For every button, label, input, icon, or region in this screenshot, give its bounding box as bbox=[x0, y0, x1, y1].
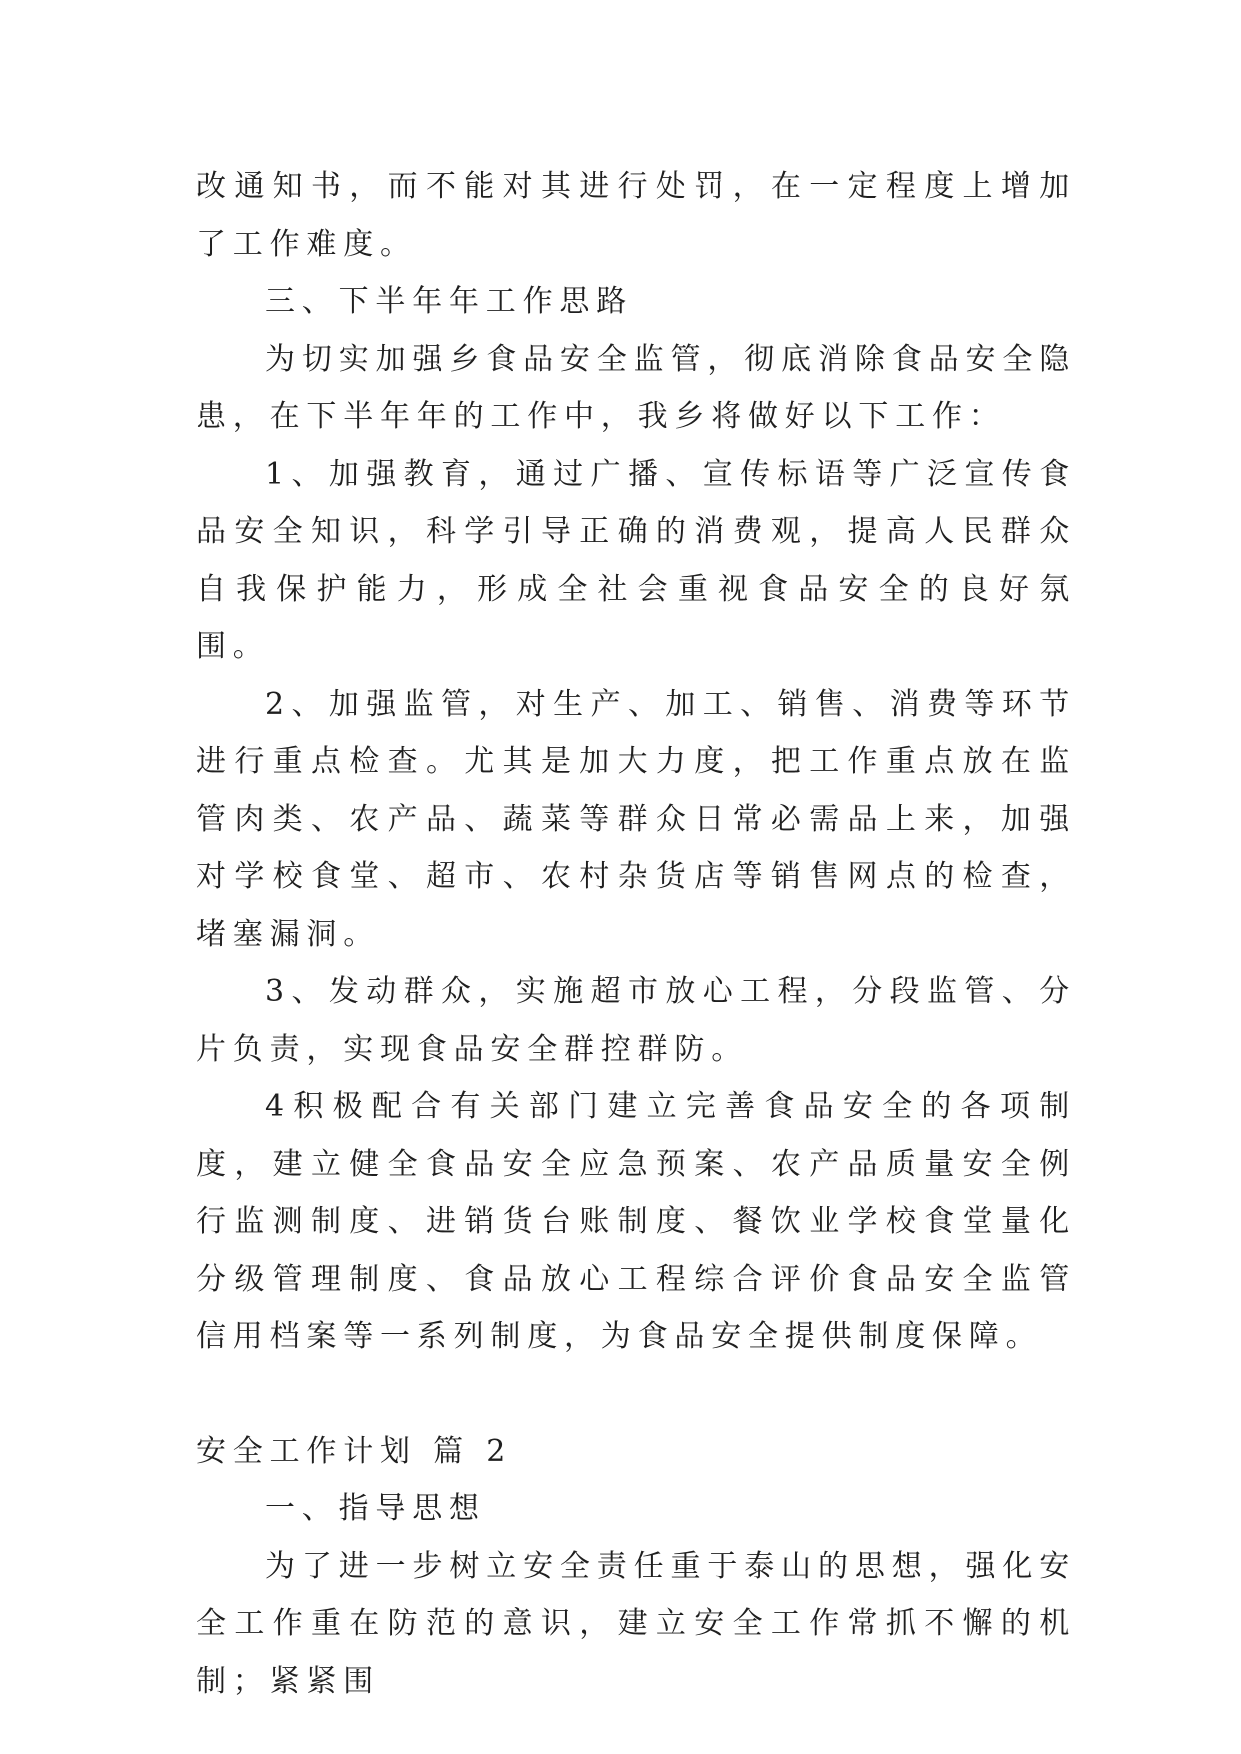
heading-guiding-thought: 一、指导思想 bbox=[265, 1491, 486, 1526]
paragraph-item-1: 1、加强教育，通过广播、宣传标语等广泛宣传食品安全知识，科学引导正确的消费观，提高人民群众自我保护能力，形成全社会重视食品安全的良好氛围。 bbox=[196, 456, 1076, 664]
paragraph-intro: 为切实加强乡食品安全监管，彻底消除食品安全隐患，在下半年年的工作中，我乡将做好以下工作： bbox=[196, 341, 1076, 434]
document-body bbox=[196, 158, 1076, 1710]
heading-work-plan: 三、下半年年工作思路 bbox=[265, 284, 633, 319]
section-title: 安全工作计划 篇 2 bbox=[196, 1433, 513, 1469]
paragraph-guiding-thought: 为了进一步树立安全责任重于泰山的思想，强化安全工作重在防范的意识，建立安全工作常抓不懈的机制；紧紧围 bbox=[196, 1548, 1076, 1699]
paragraph-item-4: 4积极配合有关部门建立完善食品安全的各项制度，建立健全食品安全应急预案、农产品质量安全例行监测制度、进销货台账制度、餐饮业学校食堂量化分级管理制度、食品放心工程综合评价食品安全监管信用档案等一系列制度，为食品安全提供制度保障。 bbox=[196, 1089, 1076, 1354]
paragraph-item-3: 3、发动群众，实施超市放心工程，分段监管、分片负责，实现食品安全群控群防。 bbox=[196, 974, 1076, 1067]
paragraph-item-2: 2、加强监管，对生产、加工、销售、消费等环节进行重点检查。尤其是加大力度，把工作重点放在监管肉类、农产品、蔬菜等群众日常必需品上来，加强对学校食堂、超市、农村杂货店等销售网点的检查，堵塞漏洞。 bbox=[196, 686, 1076, 952]
paragraph-continuation: 改通知书，而不能对其进行处罚，在一定程度上增加了工作难度。 bbox=[196, 169, 1076, 262]
